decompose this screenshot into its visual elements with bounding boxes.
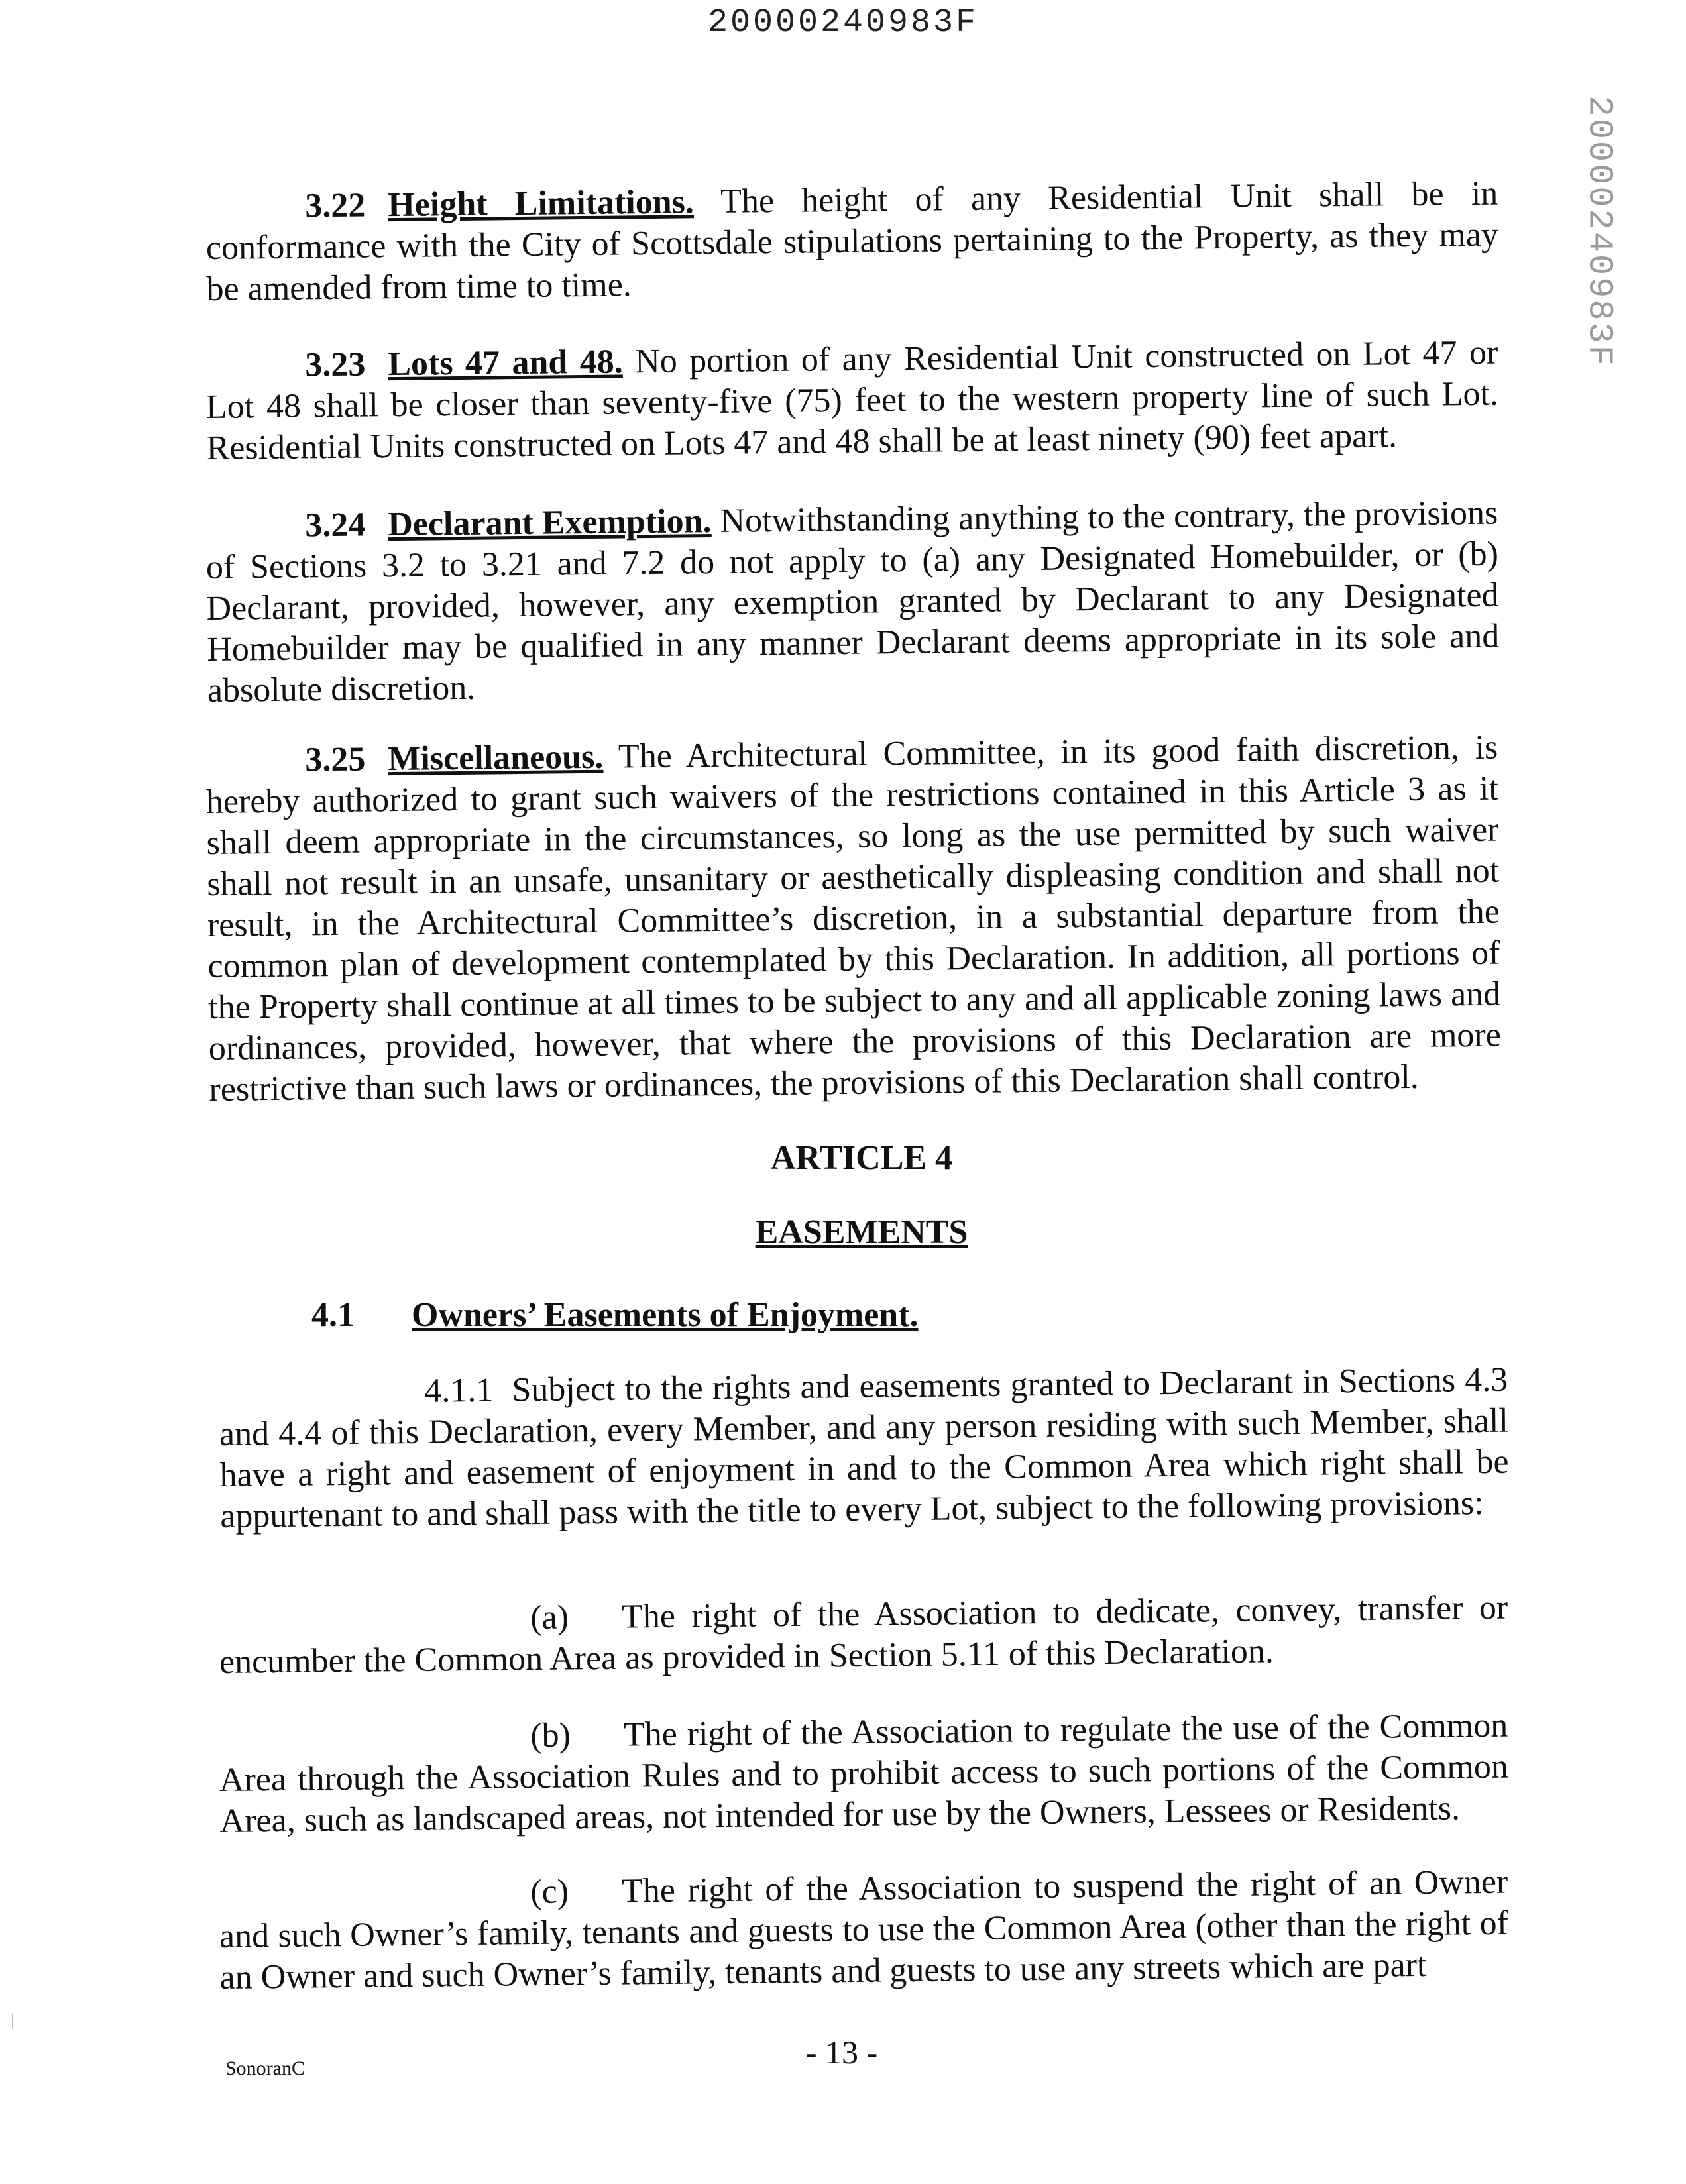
item-text: The right of the Association to suspend the right of an Owner and such Owner’s family, tenants and guests to use the Common Area (other than the right of an Owner and such Owner’s family, tenants and guests to use any streets which are part [219,1863,1509,1996]
section-text: The Architectural Committee, in its good faith discretion, is hereby authorized to grant such waivers of the restrictions contained in this Article 3 as it shall deem appropriate in the circumstances, so long as the use permitted by such waiver shall not result in an unsafe, unsanitary or aesthetically displeasing condition and shall not result, in the Architectural Committee’s discretion, in a substantial departure from the common plan of development contemplated by this Declaration. In addition, all portions of the Property shall continue at all times to be subject to any and all applicable zoning laws and ordinances, provided, however, that where the provisions of this Declaration are more restrictive than such laws or ordinances, the provisions of this Declaration shall control. [205,728,1502,1109]
item-text: The right of the Association to regulate the use of the Common Area through the Association Rules and to prohibit access to such portions of the Common Area, such as landscaped areas, not intended for use by the Owners, Lessees or Residents. [219,1706,1509,1840]
item-label: (c) [530,1873,569,1912]
section-title: Miscellaneous. [388,737,604,779]
subsection-number: 4.1 [311,1296,355,1334]
item-c [219,1862,1509,1998]
subsub-text: Subject to the rights and easements granted to Declarant in Sections 4.3 and 4.4 of this Declaration, every Member, and any person residing with such Member, shall have a right and easement of enjoyment in and to the Common Area which right shall be appurtenant to and shall pass with the title to every Lot, subject to the following provisions: [219,1360,1509,1535]
section-title: Lots 47 and 48. [388,343,623,384]
section-number: 3.25 [305,740,366,779]
side-stamp [1563,95,1636,368]
page-number: - 13 - [805,2034,878,2071]
section-number: 3.22 [305,186,366,225]
item-a [219,1588,1508,1683]
item-text: The right of the Association to dedicate, convey, transfer or encumber the Common Area as provided in Section 5.11 of this Declaration. [219,1588,1508,1681]
margin-mark [12,2014,13,2029]
section-text: No portion of any Residential Unit constructed on Lot 47 or Lot 48 shall be closer than seventy-five (75) feet to the western property line of such Lot. Residential Units constructed on Lots 47 and 48 shall be at least ninety (90) feet apart. [205,333,1499,467]
section-3-23 [205,333,1499,469]
subsection-4-1-1 [219,1360,1509,1537]
article-title: EASEMENTS [755,1213,968,1251]
section-number: 3.23 [305,345,366,384]
footer-code: SonoranC [225,2057,305,2079]
section-title: Declarant Exemption. [388,502,712,544]
item-label: (a) [530,1598,569,1637]
section-text: The height of any Residential Unit shall be in conformance with the City of Scottsdale stipulations pertaining to the Property, as they may be amended from time to time. [205,174,1499,308]
subsection-4-1 [311,1295,919,1335]
subsub-number: 4.1.1 [424,1371,494,1410]
item-b [219,1706,1509,1842]
item-label: (b) [530,1716,571,1755]
section-title: Height Limitations. [388,183,695,225]
section-3-22 [205,174,1499,310]
section-text: Notwithstanding anything to the contrary, the provisions of Sections 3.2 to 3.21 and 7.2 do not apply to (a) any Designated Homebuilder, or (b) Declarant, provided, however, any exemption granted by Declarant to any Designated Homebuilder may be qualified in any manner Declarant deems appropriate in its sole and absolute discretion. [205,494,1500,710]
subsection-title: Owners’ Easements of Enjoyment. [412,1296,919,1334]
article-label: ARTICLE 4 [770,1139,953,1177]
section-3-25 [205,728,1502,1111]
side-stamp-text: 20000240983F [1579,95,1619,368]
section-number: 3.24 [305,506,366,545]
document-number: 20000240983F [707,4,979,42]
section-3-24 [205,493,1500,712]
